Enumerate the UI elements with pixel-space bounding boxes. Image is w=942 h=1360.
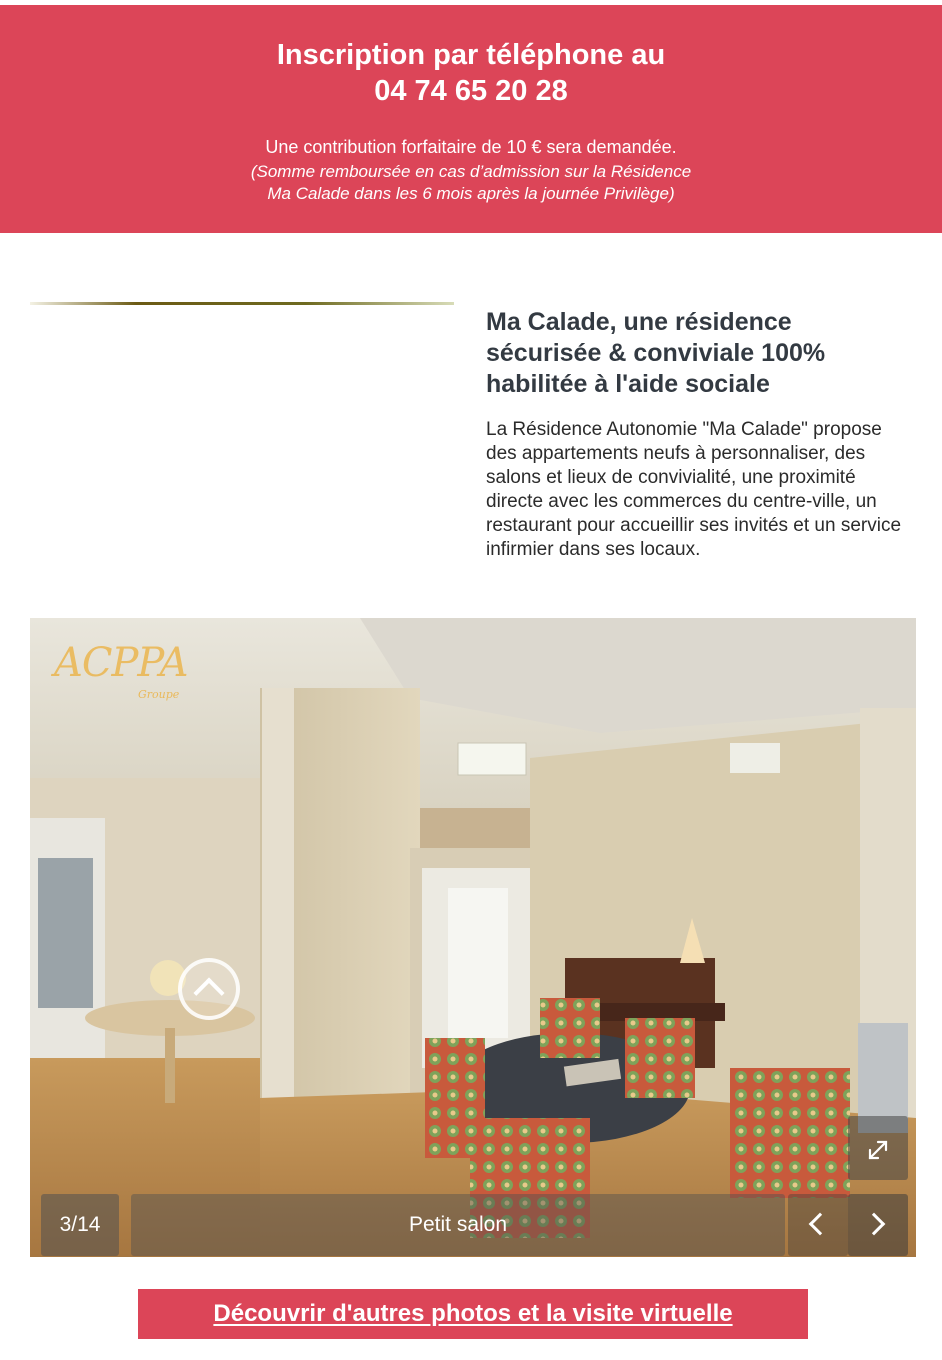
previous-photo-button[interactable] bbox=[788, 1194, 848, 1256]
contribution-text: Une contribution forfaitaire de 10 € sera demandée. bbox=[265, 137, 677, 157]
refund-note-line: (Somme remboursée en cas d’admission sur la Résidence bbox=[250, 162, 692, 181]
acppa-logo: ACPPA bbox=[54, 640, 188, 686]
photo-caption: Petit salon bbox=[131, 1194, 785, 1256]
expand-icon bbox=[848, 1116, 908, 1180]
banner-title-line: Inscription par téléphone au bbox=[276, 39, 666, 71]
article-description: La Résidence Autonomie "Ma Calade" propose des appartements neufs à personnaliser, des salons et lieux de convivialité, une proximité directe avec les commerces du centre-ville, un restaurant pour accueillir ses invités et un service infirmier dans ses locaux. bbox=[486, 419, 902, 560]
chevron-up-icon bbox=[193, 977, 224, 1008]
next-photo-button[interactable] bbox=[848, 1194, 908, 1256]
registration-banner bbox=[0, 5, 942, 233]
chevron-left-icon bbox=[809, 1213, 832, 1236]
refund-note-line: Ma Calade dans les 6 mois après la journée Privilège) bbox=[267, 184, 675, 203]
discover-photos-cta[interactable] bbox=[138, 1289, 808, 1339]
panorama-photo[interactable] bbox=[30, 618, 916, 1257]
fullscreen-button[interactable] bbox=[848, 1116, 908, 1180]
navigate-forward-hotspot[interactable] bbox=[178, 958, 240, 1020]
chevron-right-icon bbox=[863, 1213, 886, 1236]
image-divider bbox=[30, 302, 454, 305]
banner-title bbox=[0, 37, 942, 109]
virtual-tour-viewer[interactable] bbox=[30, 618, 916, 1257]
article-headline: Ma Calade, une résidence sécurisée & conviviale 100% habilitée à l'aide sociale bbox=[486, 308, 826, 398]
refund-note bbox=[0, 161, 942, 205]
acppa-logo-subtitle: Groupe bbox=[138, 688, 180, 701]
discover-photos-link[interactable]: Découvrir d'autres photos et la visite virtuelle bbox=[213, 1300, 733, 1327]
photo-counter: 3/14 bbox=[41, 1194, 119, 1256]
phone-number[interactable]: 04 74 65 20 28 bbox=[374, 75, 568, 107]
